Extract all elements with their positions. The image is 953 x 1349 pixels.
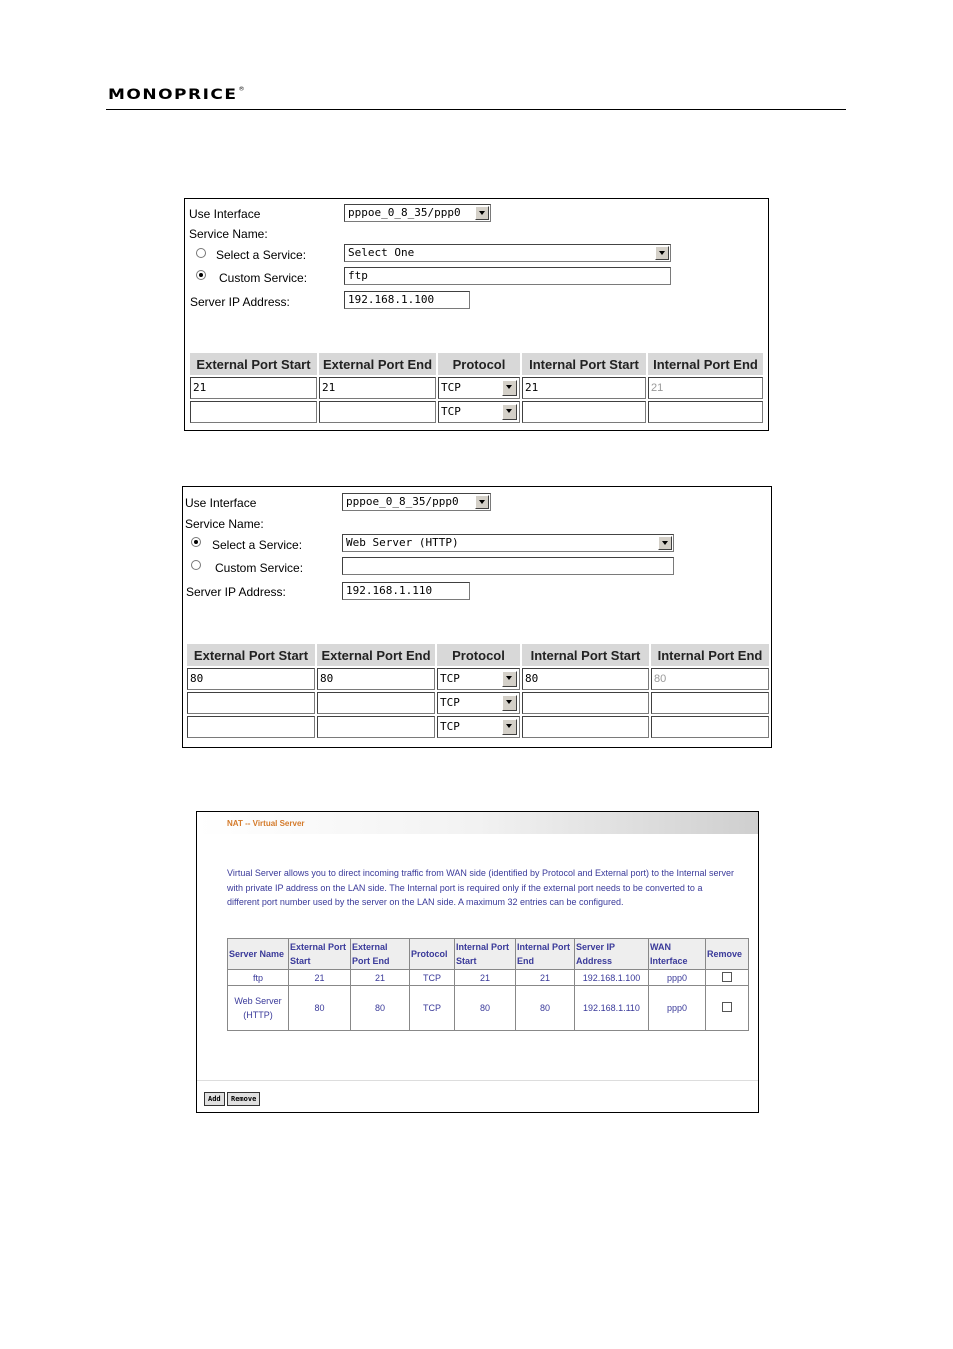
- custom-service-label: Custom Service:: [215, 561, 304, 575]
- col-external-port-end: External Port End: [351, 939, 410, 970]
- external-port-start-input[interactable]: 21: [190, 377, 317, 399]
- nat-virtual-server-page: [196, 811, 759, 1113]
- port-table: [188, 351, 765, 425]
- external-port-end-input[interactable]: 80: [317, 668, 435, 690]
- server-ip-cell: 192.168.1.100: [575, 970, 649, 986]
- table-row: [187, 668, 769, 690]
- table-row: [228, 970, 749, 986]
- col-external-port-start: External Port Start: [190, 353, 317, 375]
- add-button[interactable]: Add: [204, 1092, 225, 1106]
- chevron-down-icon[interactable]: [475, 206, 489, 220]
- monoprice-logo: [108, 86, 245, 103]
- internal-port-start-input[interactable]: [522, 692, 649, 714]
- col-remove: Remove: [706, 939, 749, 970]
- page-description: Virtual Server allows you to direct incoming traffic from WAN side (identified by Protocol and External port) to the Internal server with private IP address on the LAN side. The Internal port is required only if the external port needs to be converted to a different port number used by the server on the LAN side. A maximum 32 entries can be configured.: [227, 868, 735, 908]
- internal-port-start-cell: 21: [455, 970, 516, 986]
- remove-checkbox[interactable]: [722, 1002, 732, 1012]
- external-port-end-input[interactable]: [317, 716, 435, 738]
- server-ip-cell: 192.168.1.110: [575, 986, 649, 1031]
- external-port-start-cell: 21: [289, 970, 351, 986]
- protocol-select[interactable]: [438, 401, 520, 423]
- port-table: [185, 642, 771, 740]
- select-service-label: Select a Service:: [212, 538, 303, 552]
- protocol-select[interactable]: [437, 692, 520, 714]
- col-external-port-start: External Port Start: [289, 939, 351, 970]
- internal-port-start-input[interactable]: [522, 401, 646, 423]
- interface-select[interactable]: [342, 493, 491, 511]
- server-ip-input[interactable]: 192.168.1.110: [342, 582, 470, 600]
- virtual-server-form-http: [182, 486, 772, 748]
- service-name-label: Service Name:: [185, 517, 264, 531]
- custom-service-radio[interactable]: [191, 560, 201, 570]
- internal-port-end-input: 21: [648, 377, 763, 399]
- col-internal-port-start: Internal Port Start: [455, 939, 516, 970]
- chevron-down-icon[interactable]: [655, 246, 669, 260]
- internal-port-start-input[interactable]: 80: [522, 668, 649, 690]
- server-name-cell: Web Server (HTTP): [228, 986, 289, 1031]
- server-ip-input[interactable]: 192.168.1.100: [344, 291, 470, 309]
- external-port-start-input[interactable]: [187, 692, 315, 714]
- internal-port-end-cell: 80: [516, 986, 575, 1031]
- internal-port-start-input[interactable]: [522, 716, 649, 738]
- chevron-down-icon[interactable]: [658, 536, 672, 550]
- external-port-start-input[interactable]: [187, 716, 315, 738]
- interface-select-value: pppoe_0_8_35/ppp0: [348, 206, 461, 219]
- chevron-down-icon[interactable]: [502, 695, 517, 711]
- service-select-value: Select One: [348, 246, 415, 259]
- table-row: [187, 716, 769, 738]
- external-port-end-input[interactable]: [317, 692, 435, 714]
- service-select-value: Web Server (HTTP): [346, 536, 459, 549]
- protocol-select-value: TCP: [440, 720, 460, 733]
- col-wan-interface: WAN Interface: [649, 939, 706, 970]
- col-internal-port-end: Internal Port End: [651, 644, 769, 666]
- internal-port-start-input[interactable]: 21: [522, 377, 646, 399]
- col-external-port-end: External Port End: [317, 644, 435, 666]
- col-protocol: Protocol: [410, 939, 455, 970]
- internal-port-end-input[interactable]: [648, 401, 763, 423]
- external-port-end-cell: 80: [351, 986, 410, 1031]
- col-protocol: Protocol: [437, 644, 520, 666]
- external-port-start-cell: 80: [289, 986, 351, 1031]
- header-rule: [106, 109, 846, 110]
- server-ip-label: Server IP Address:: [186, 585, 286, 599]
- protocol-cell: TCP: [410, 970, 455, 986]
- external-port-start-input[interactable]: [190, 401, 317, 423]
- table-row: [187, 692, 769, 714]
- select-service-radio[interactable]: [191, 537, 201, 547]
- table-row: [190, 377, 763, 399]
- table-row: [190, 401, 763, 423]
- divider: [197, 1080, 758, 1081]
- chevron-down-icon[interactable]: [502, 671, 517, 687]
- logo-registered-mark: ®: [238, 86, 245, 92]
- col-server-name: Server Name: [228, 939, 289, 970]
- col-server-ip: Server IP Address: [575, 939, 649, 970]
- chevron-down-icon[interactable]: [475, 495, 489, 509]
- col-internal-port-start: Internal Port Start: [522, 644, 649, 666]
- remove-checkbox[interactable]: [722, 972, 732, 982]
- chevron-down-icon[interactable]: [502, 380, 517, 396]
- wan-interface-cell: ppp0: [649, 986, 706, 1031]
- external-port-end-input[interactable]: 21: [319, 377, 436, 399]
- custom-service-label: Custom Service:: [219, 271, 308, 285]
- internal-port-end-input[interactable]: [651, 716, 769, 738]
- remove-cell: [706, 986, 749, 1031]
- select-service-label: Select a Service:: [216, 248, 307, 262]
- custom-service-input[interactable]: ftp: [344, 267, 671, 285]
- internal-port-end-cell: 21: [516, 970, 575, 986]
- chevron-down-icon[interactable]: [502, 719, 517, 735]
- remove-button[interactable]: Remove: [227, 1092, 260, 1106]
- virtual-server-table: [227, 938, 749, 1031]
- page-title: NAT -- Virtual Server: [227, 819, 305, 828]
- col-internal-port-start: Internal Port Start: [522, 353, 646, 375]
- custom-service-radio[interactable]: [196, 270, 206, 280]
- server-ip-label: Server IP Address:: [190, 295, 290, 309]
- chevron-down-icon[interactable]: [502, 404, 517, 420]
- table-row: [228, 986, 749, 1031]
- internal-port-start-cell: 80: [455, 986, 516, 1031]
- use-interface-label: Use Interface: [189, 207, 261, 221]
- internal-port-end-input: 80: [651, 668, 769, 690]
- logo-text: MONOPRICE: [108, 86, 238, 103]
- protocol-select[interactable]: [437, 668, 520, 690]
- col-external-port-start: External Port Start: [187, 644, 315, 666]
- remove-cell: [706, 970, 749, 986]
- use-interface-label: Use Interface: [185, 496, 257, 510]
- protocol-select-value: TCP: [441, 381, 461, 394]
- protocol-select[interactable]: [437, 716, 520, 738]
- protocol-select-value: TCP: [440, 672, 460, 685]
- interface-select[interactable]: [344, 204, 491, 222]
- server-name-cell: ftp: [228, 970, 289, 986]
- protocol-select-value: TCP: [441, 405, 461, 418]
- interface-select-value: pppoe_0_8_35/ppp0: [346, 495, 459, 508]
- external-port-end-cell: 21: [351, 970, 410, 986]
- protocol-cell: TCP: [410, 986, 455, 1031]
- protocol-select-value: TCP: [440, 696, 460, 709]
- protocol-select[interactable]: [438, 377, 520, 399]
- col-internal-port-end: Internal Port End: [516, 939, 575, 970]
- service-name-label: Service Name:: [189, 227, 268, 241]
- internal-port-end-input[interactable]: [651, 692, 769, 714]
- external-port-start-input[interactable]: 80: [187, 668, 315, 690]
- col-internal-port-end: Internal Port End: [648, 353, 763, 375]
- wan-interface-cell: ppp0: [649, 970, 706, 986]
- external-port-end-input[interactable]: [319, 401, 436, 423]
- select-service-radio[interactable]: [196, 248, 206, 258]
- service-select[interactable]: [344, 244, 671, 262]
- custom-service-input[interactable]: [342, 557, 674, 575]
- col-external-port-end: External Port End: [319, 353, 436, 375]
- service-select[interactable]: [342, 534, 674, 552]
- virtual-server-form-ftp: [184, 198, 769, 431]
- col-protocol: Protocol: [438, 353, 520, 375]
